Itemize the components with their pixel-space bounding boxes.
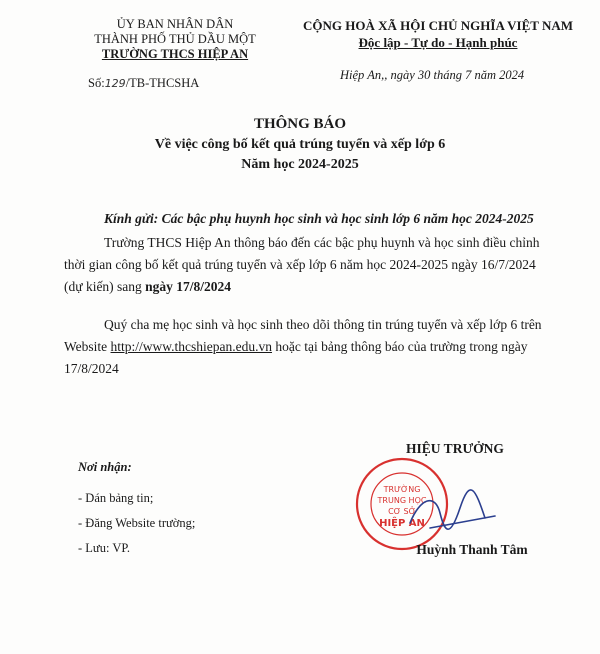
stamp-line-4: HIỆP AN [379, 518, 425, 529]
doc-number-prefix: Số: [88, 76, 105, 90]
doc-number-suffix: /TB-THCSHA [125, 76, 200, 90]
national-title: CỘNG HOÀ XÃ HỘI CHỦ NGHĨA VIỆT NAM [302, 18, 574, 33]
paragraph-1-new-date: ngày 17/8/2024 [145, 279, 232, 294]
national-motto: Độc lập - Tự do - Hạnh phúc [358, 35, 518, 50]
recipients-label: Nơi nhận: [78, 460, 132, 474]
paragraph-2-line-1: Quý cha mẹ học sinh và học sinh theo dõi thông tin trúng tuyển và xếp lớp 6 trên [104, 317, 542, 332]
greeting-line: Kính gửi: Các bậc phụ huynh học sinh và học sinh lớp 6 năm học 2024-2025 [104, 211, 534, 226]
national-header [288, 17, 588, 51]
recipient-item: - Dán bảng tin; [78, 491, 154, 505]
paragraph-2-line-2 [64, 336, 528, 358]
stamp-line-1: TRƯỜNG [383, 485, 421, 494]
handwritten-signature [390, 478, 510, 548]
stamp-line-2: TRUNG HỌC [377, 496, 427, 505]
recipient-item: - Lưu: VP. [78, 541, 131, 555]
issuer-line-1: ỦY BAN NHÂN DÂN [116, 17, 234, 31]
paragraph-2-text-a: Website [64, 339, 111, 354]
website-link[interactable]: http://www.thcshiepan.edu.vn [110, 339, 273, 354]
paragraph-2-text-b: hoặc tại bảng thông báo của trường trong ngày [272, 339, 528, 354]
paragraph-1-text: (dự kiến) sang [64, 279, 146, 294]
signer-title: HIỆU TRƯỞNG [406, 441, 504, 456]
issuer-header [60, 17, 290, 62]
doc-number-handwritten: 129 [104, 77, 126, 90]
paragraph-1-line-3 [64, 276, 231, 298]
recipient-item: - Đăng Website trường; [78, 516, 196, 530]
stamp-line-3: CƠ SỞ [388, 507, 416, 516]
notice-school-year: Năm học 2024-2025 [241, 157, 359, 172]
document-number [88, 76, 199, 91]
issuer-school-name: TRƯỜNG THCS HIỆP AN [101, 47, 249, 61]
notice-title: THÔNG BÁO [253, 116, 347, 132]
signer-name: Huỳnh Thanh Tâm [416, 542, 528, 557]
paragraph-2-line-3: 17/8/2024 [64, 361, 119, 376]
paragraph-1-line-2: thời gian công bố kết quả trúng tuyển và xếp lớp 6 năm học 2024-2025 ngày 16/7/2024 [64, 257, 536, 272]
paragraph-1-line-1: Trường THCS Hiệp An thông báo đến các bậc phụ huynh và học sinh điều chỉnh [104, 235, 540, 250]
document-date: Hiệp An,, ngày 30 tháng 7 năm 2024 [340, 68, 525, 82]
issuer-line-2: THÀNH PHỐ THỦ DẦU MỘT [94, 32, 256, 46]
notice-subject: Về việc công bố kết quả trúng tuyển và xếp lớp 6 [154, 137, 446, 152]
